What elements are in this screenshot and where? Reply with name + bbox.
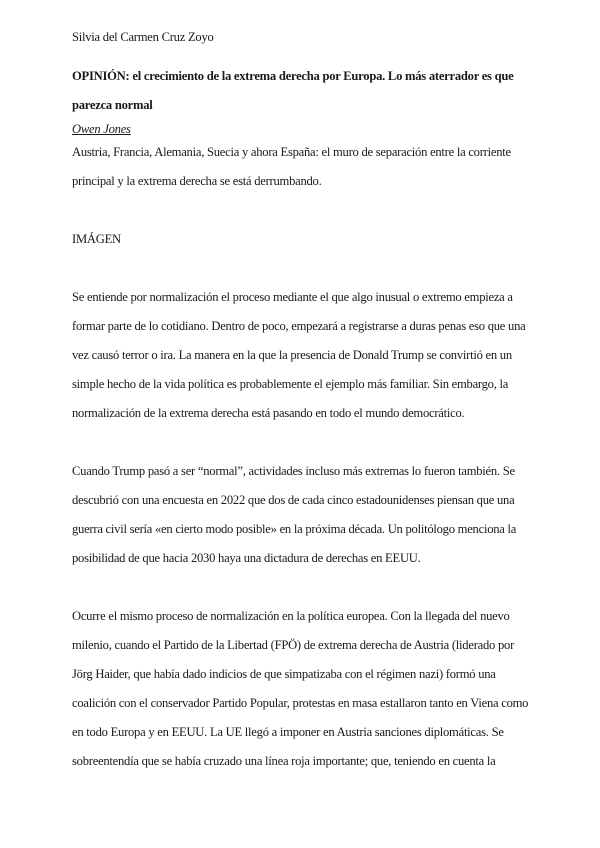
image-section-label: IMÁGEN (72, 232, 121, 246)
article-title: OPINIÓN: el crecimiento de la extrema derecha por Europa. Lo más aterrador es que parezca normal (72, 69, 514, 112)
body-paragraph: Cuando Trump pasó a ser “normal”, actividades incluso más extremas lo fueron también. Se descubrió con una encuesta en 2022 que dos de cada cinco estadounidenses piensan que una guerra civil sería «en cierto modo posible» en la próxima década. Un politólogo menciona la posibilidad de que hacia 2030 haya una dictadura de derechas en EEUU. (72, 464, 517, 565)
article-standfirst: Austria, Francia, Alemania, Suecia y ahora España: el muro de separación entre la corriente principal y la extrema derecha se está derrumbando. (72, 145, 511, 188)
article-author-link[interactable]: Owen Jones (72, 122, 131, 136)
body-paragraph: Ocurre el mismo proceso de normalización en la política europea. Con la llegada del nuevo milenio, cuando el Partido de la Libertad (FPÖ) de extrema derecha de Austria (liderado por Jörg Haider, que había dado indicios de que simpatizaba con el régimen nazi) formó una coalición con el conservador Partido Popular, protestas en masa estallaron tanto en Viena como en todo Europa y en EEUU. La UE llegó a imponer en Austria sanciones diplomáticas. Se sobreentendía que se había cruzado una línea roja importante; que, teniendo en cuenta la (72, 609, 529, 768)
running-header-author: Silvia del Carmen Cruz Zoyo (72, 30, 214, 44)
body-paragraph: Se entiende por normalización el proceso mediante el que algo inusual o extremo empieza a formar parte de lo cotidiano. Dentro de poco, empezará a registrarse a duras penas eso que una vez causó terror o ira. La manera en la que la presencia de Donald Trump se convirtió en un simple hecho de la vida política es probablemente el ejemplo más familiar. Sin embargo, la normalización de la extrema derecha está pasando en todo el mundo democrático. (72, 290, 526, 420)
document-page (72, 28, 532, 805)
